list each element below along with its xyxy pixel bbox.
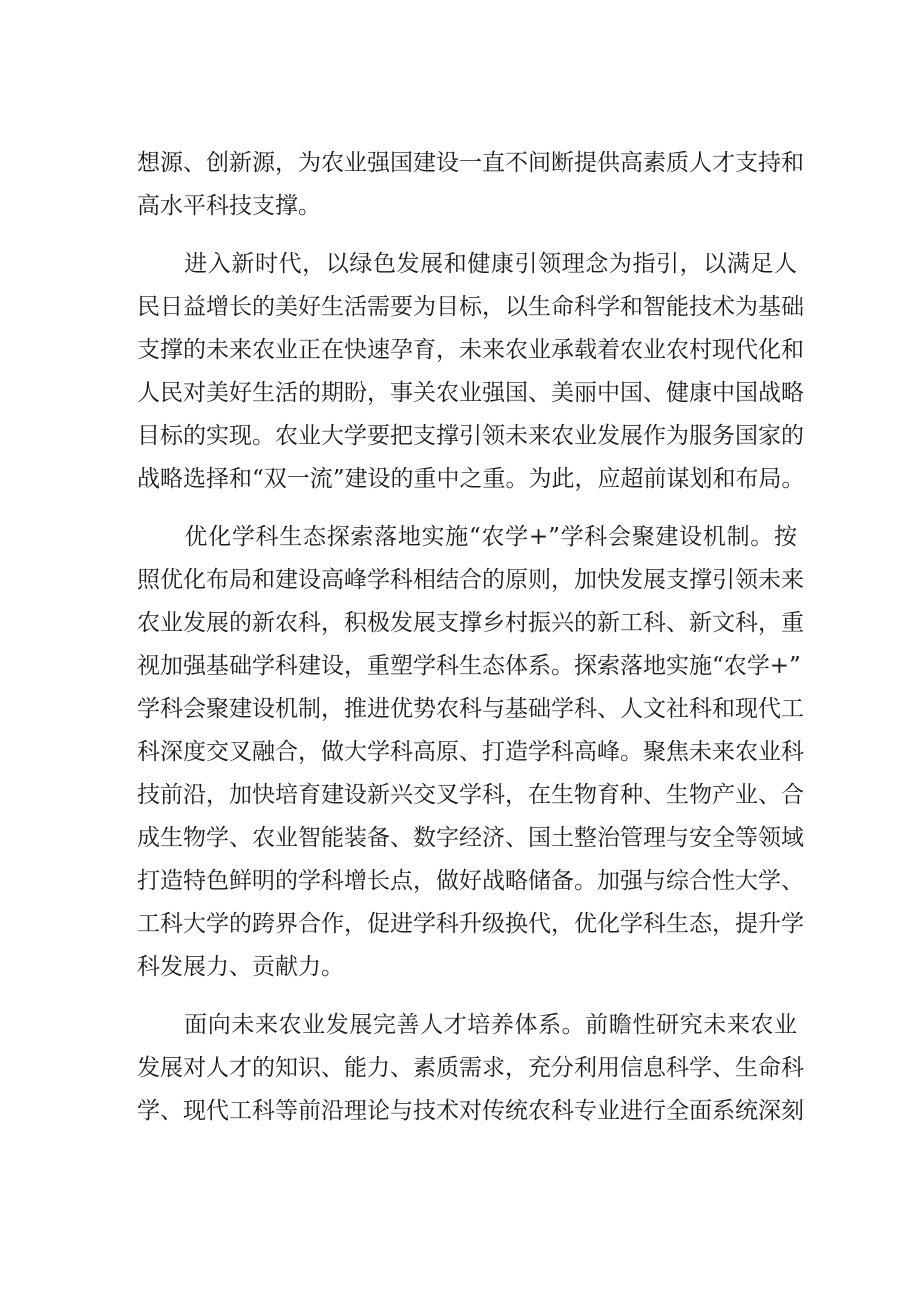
- text-line: 成生物学、农业智能装备、数字经济、国土整治管理与安全等领域: [137, 825, 804, 851]
- document-page: [137, 142, 805, 1133]
- text-line: 技前沿，加快培育建设新兴交叉学科，在生物育种、生物产业、合: [137, 782, 804, 808]
- paragraph-gap: [137, 989, 797, 1004]
- text-line: 学、现代工科等前沿理论与技术对传统农科专业进行全面系统深刻: [137, 1098, 804, 1124]
- text-line: 科发展力、贡献力。: [137, 954, 344, 980]
- paragraph-gap: [137, 501, 797, 516]
- paragraph-1: [137, 142, 804, 228]
- text-line: 支撑的未来农业正在快速孕育，未来农业承载着农业农村现代化和: [137, 337, 804, 363]
- text-line: 打造特色鲜明的学科增长点，做好战略储备。加强与综合性大学、: [137, 868, 804, 894]
- text-line: 进入新时代，以绿色发展和健康引领理念为指引，以满足人: [137, 251, 797, 277]
- text-line: 视加强基础学科建设，重塑学科生态体系。探索落地实施“农学+”: [137, 653, 801, 679]
- text-line: 发展对人才的知识、能力、素质需求，充分利用信息科学、生命科: [137, 1055, 804, 1081]
- paragraph-2: [137, 243, 805, 501]
- paragraph-4: [137, 1004, 804, 1133]
- text-line: 工科大学的跨界合作，促进学科升级换代，优化学科生态，提升学: [137, 911, 804, 937]
- text-line: 照优化布局和建设高峰学科相结合的原则，加快发展支撑引领未来: [137, 567, 804, 593]
- text-line: 高水平科技支撑。: [137, 193, 321, 219]
- text-line: 人民对美好生活的期盼，事关农业强国、美丽中国、健康中国战略: [137, 380, 804, 406]
- text-line: 农业发展的新农科，积极发展支撑乡村振兴的新工科、新文科，重: [137, 610, 804, 636]
- text-line: 面向未来农业发展完善人才培养体系。前瞻性研究未来农业: [137, 1012, 797, 1038]
- paragraph-3: [137, 516, 804, 989]
- text-line: 想源、创新源，为农业强国建设一直不间断提供高素质人才支持和: [137, 150, 804, 176]
- text-line: 优化学科生态探索落地实施“农学+”学科会聚建设机制。按: [137, 524, 797, 550]
- text-line: 学科会聚建设机制，推进优势农科与基础学科、人文社科和现代工: [137, 696, 804, 722]
- text-line: 战略选择和“双一流”建设的重中之重。为此，应超前谋划和布局。: [137, 466, 805, 492]
- text-line: 民日益增长的美好生活需要为目标，以生命科学和智能技术为基础: [137, 294, 804, 320]
- text-line: 目标的实现。农业大学要把支撑引领未来农业发展作为服务国家的: [137, 423, 804, 449]
- paragraph-gap: [137, 228, 797, 243]
- text-line: 科深度交叉融合，做大学科高原、打造学科高峰。聚焦未来农业科: [137, 739, 804, 765]
